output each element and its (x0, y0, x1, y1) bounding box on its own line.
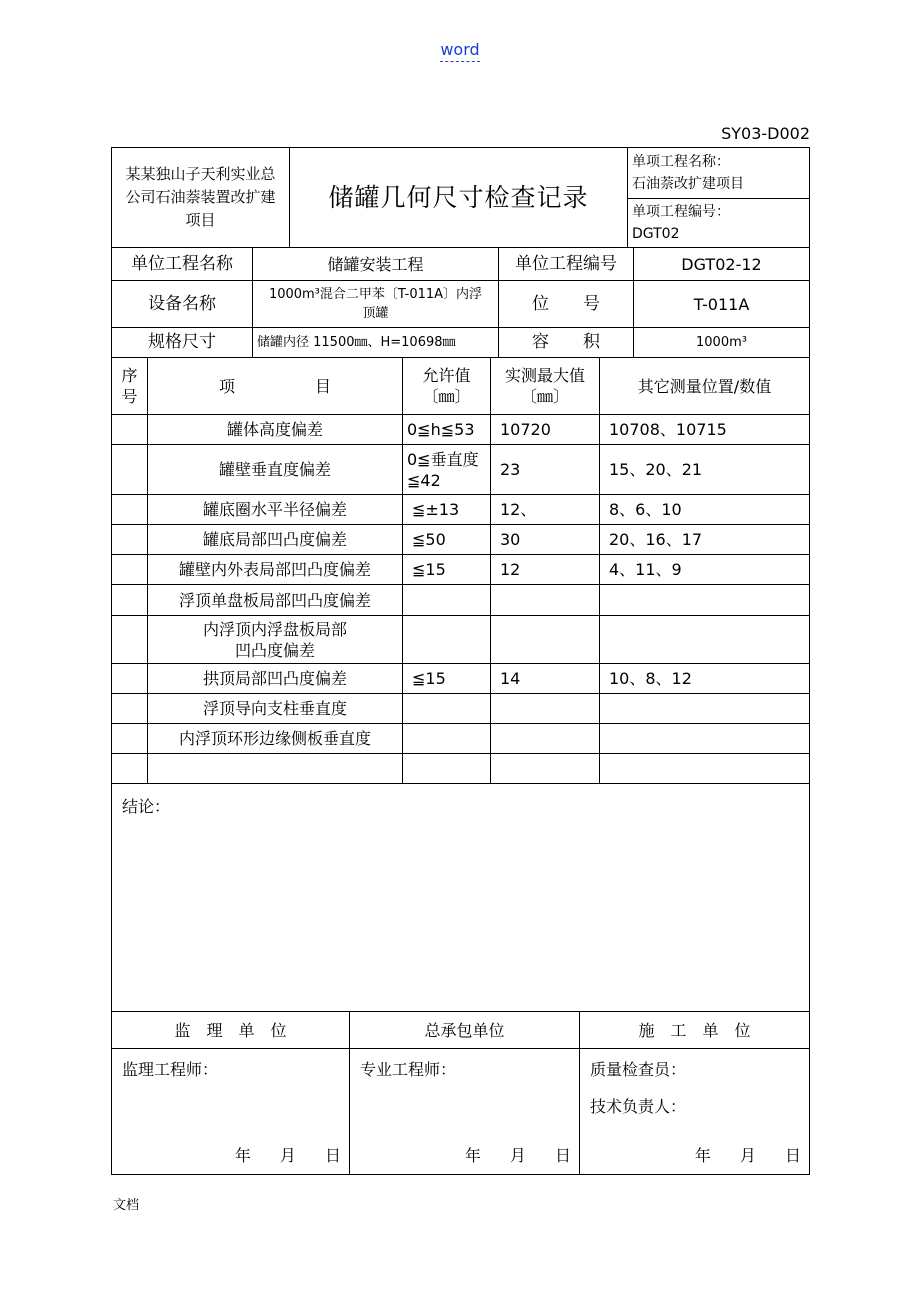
row-item: 罐底圈水平半径偏差 (148, 495, 403, 525)
header-link-text[interactable]: word (440, 40, 479, 62)
conclusion-label: 结论： (122, 797, 171, 816)
row-allow: 0≦h≦53 (403, 415, 491, 445)
row-item (148, 754, 403, 784)
contractor-signature-cell (350, 1049, 580, 1175)
row-max (491, 616, 600, 664)
row-allow: ≦50 (403, 525, 491, 555)
table-row-empty (112, 754, 810, 784)
volume-label: 容 积 (499, 328, 634, 358)
col-max-line-2: 〔㎜〕 (520, 387, 569, 406)
signature-table (111, 783, 810, 1175)
party-general-contractor: 总承包单位 (350, 1012, 580, 1049)
document-code: SY03-D002 (721, 124, 810, 143)
row-item: 浮顶导向支柱垂直度 (148, 694, 403, 724)
spec-value: 储罐内径 11500㎜、H=10698㎜ (253, 328, 499, 358)
header-table (111, 147, 810, 248)
row-seq (112, 495, 148, 525)
table-row (112, 724, 810, 754)
tech-lead-label: 技术负责人： (590, 1097, 687, 1116)
row-allow (403, 724, 491, 754)
col-seq-header (112, 358, 148, 415)
row-item: 罐底局部凹凸度偏差 (148, 525, 403, 555)
equipment-name-label: 设备名称 (112, 281, 253, 328)
construction-signature-cell (580, 1049, 810, 1175)
row-other: 8、6、10 (600, 495, 810, 525)
row-item (148, 616, 403, 664)
row-max: 10720 (491, 415, 600, 445)
row-item: 浮顶单盘板局部凹凸度偏差 (148, 585, 403, 616)
spec-label: 规格尺寸 (112, 328, 253, 358)
conclusion-section (112, 784, 810, 1012)
row-other: 4、11、9 (600, 555, 810, 585)
row-seq (112, 555, 148, 585)
row-seq (112, 445, 148, 495)
row-item: 罐壁垂直度偏差 (148, 445, 403, 495)
row-seq (112, 525, 148, 555)
table-row (112, 664, 810, 694)
row-other: 20、16、17 (600, 525, 810, 555)
supervisor-date: 年 月 日 (234, 1146, 341, 1165)
unit-no-value: DGT02-12 (634, 248, 810, 281)
row-seq (112, 754, 148, 784)
row-allow (403, 616, 491, 664)
row-allow-line-2: ≦42 (407, 470, 441, 490)
table-row (112, 694, 810, 724)
equipment-name-line-1: 1000m³混合二甲苯〔T-011A〕内浮 (268, 287, 483, 302)
volume-value: 1000m³ (634, 328, 810, 358)
supervisor-signature-cell (112, 1049, 350, 1175)
row-seq (112, 585, 148, 616)
single-project-name-label: 单项工程名称： (632, 154, 730, 170)
equipment-name-value (253, 281, 499, 328)
quality-inspector-label: 质量检查员： (590, 1060, 687, 1079)
construction-date: 年 月 日 (694, 1146, 802, 1165)
row-seq (112, 664, 148, 694)
col-seq-line-2: 号 (121, 387, 138, 406)
equipment-name-line-2: 顶罐 (362, 306, 389, 321)
position-no-label: 位 号 (499, 281, 634, 328)
unit-name-value: 储罐安装工程 (253, 248, 499, 281)
row-max: 30 (491, 525, 600, 555)
party-construction: 施 工 单 位 (580, 1012, 810, 1049)
page-title: 储罐几何尺寸检查记录 (290, 148, 628, 248)
row-other: 10708、10715 (600, 415, 810, 445)
row-item-line-2: 凹凸度偏差 (234, 640, 315, 660)
row-other (600, 616, 810, 664)
col-seq-line-1: 序 (121, 366, 138, 385)
contractor-date: 年 月 日 (464, 1146, 571, 1165)
row-other: 15、20、21 (600, 445, 810, 495)
col-allow-line-1: 允许值 (422, 366, 471, 385)
col-item-header: 项 目 (148, 358, 403, 415)
table-row (112, 585, 810, 616)
row-allow (403, 754, 491, 784)
row-max (491, 754, 600, 784)
position-no-value: T-011A (634, 281, 810, 328)
row-other (600, 694, 810, 724)
row-allow: ≦15 (403, 555, 491, 585)
row-other: 10、8、12 (600, 664, 810, 694)
row-allow: ≦±13 (403, 495, 491, 525)
table-row (112, 555, 810, 585)
org-line-2: 公司石油萘装置改扩建 (125, 188, 276, 206)
column-header-row (112, 358, 810, 415)
header-link[interactable] (0, 40, 920, 59)
organization-name (112, 148, 290, 248)
row-allow: ≦15 (403, 664, 491, 694)
row-max: 12、 (491, 495, 600, 525)
row-max (491, 585, 600, 616)
row-seq (112, 724, 148, 754)
info-table (111, 247, 810, 358)
measurement-table (111, 357, 810, 784)
table-row (112, 445, 810, 495)
col-max-header (491, 358, 600, 415)
single-project-no-label: 单项工程编号： (632, 204, 730, 220)
row-max: 14 (491, 664, 600, 694)
col-other-header: 其它测量位置/数值 (600, 358, 810, 415)
col-allow-line-2: 〔㎜〕 (422, 387, 471, 406)
row-max (491, 724, 600, 754)
unit-name-label: 单位工程名称 (112, 248, 253, 281)
row-allow (403, 694, 491, 724)
org-line-3: 项目 (185, 211, 216, 229)
supervisor-engineer-label: 监理工程师： (122, 1060, 219, 1079)
professional-engineer-label: 专业工程师： (360, 1060, 457, 1079)
single-project-no-cell (628, 199, 810, 248)
row-max: 23 (491, 445, 600, 495)
row-item: 拱顶局部凹凸度偏差 (148, 664, 403, 694)
unit-no-label: 单位工程编号 (499, 248, 634, 281)
row-item: 罐体高度偏差 (148, 415, 403, 445)
single-project-name-value: 石油萘改扩建项目 (632, 176, 744, 192)
party-supervisor: 监 理 单 位 (112, 1012, 350, 1049)
single-project-name-cell (628, 148, 810, 199)
row-allow (403, 585, 491, 616)
row-max (491, 694, 600, 724)
col-max-line-1: 实测最大值 (504, 366, 585, 385)
row-max: 12 (491, 555, 600, 585)
row-seq (112, 616, 148, 664)
table-row (112, 616, 810, 664)
row-seq (112, 694, 148, 724)
row-allow-line-1: 0≦垂直度 (407, 449, 479, 469)
footer-text: 文档 (113, 1198, 140, 1213)
row-other (600, 585, 810, 616)
row-seq (112, 415, 148, 445)
row-other (600, 724, 810, 754)
row-item-line-1: 内浮顶内浮盘板局部 (202, 619, 347, 639)
row-item: 罐壁内外表局部凹凸度偏差 (148, 555, 403, 585)
row-other (600, 754, 810, 784)
table-row (112, 415, 810, 445)
table-row (112, 525, 810, 555)
row-allow (403, 445, 491, 495)
row-item: 内浮顶环形边缘侧板垂直度 (148, 724, 403, 754)
col-allow-header (403, 358, 491, 415)
table-row (112, 495, 810, 525)
single-project-no-value: DGT02 (632, 226, 680, 242)
org-line-1: 某某独山子天利实业总 (125, 165, 276, 183)
